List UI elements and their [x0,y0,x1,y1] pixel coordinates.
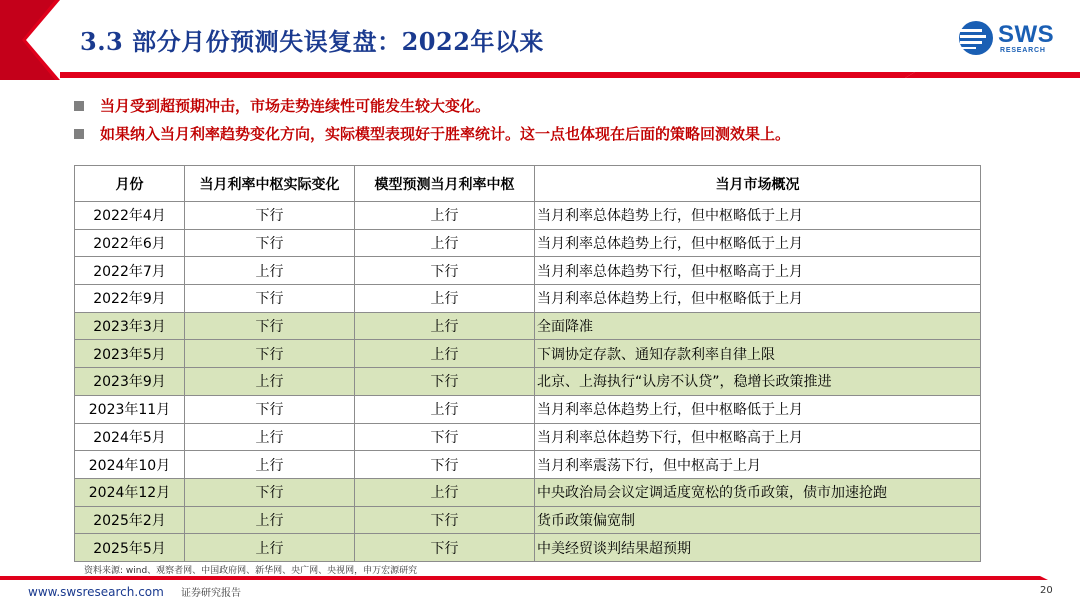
header-actual-change: 当月利率中枢实际变化 [185,166,355,202]
square-bullet-icon [74,129,84,139]
cell-market-overview: 当月利率震荡下行，但中枢高于上月 [535,451,981,479]
cell-market-overview: 下调协定存款、通知存款利率自律上限 [535,340,981,368]
header-market-overview: 当月市场概况 [535,166,981,202]
square-bullet-icon [74,101,84,111]
cell-month: 2022年9月 [75,285,185,313]
table-row [75,423,981,451]
cell-model-prediction: 下行 [355,506,535,534]
table-row [75,451,981,479]
forecast-error-table [74,165,980,562]
table-row [75,506,981,534]
cell-month: 2024年12月 [75,478,185,506]
cell-month: 2022年7月 [75,257,185,285]
table-body [75,202,981,562]
table-row [75,478,981,506]
table-row [75,312,981,340]
cell-market-overview: 中美经贸谈判结果超预期 [535,534,981,562]
table-row [75,395,981,423]
cell-model-prediction: 下行 [355,368,535,396]
bullet-item [74,92,1034,120]
cell-month: 2023年5月 [75,340,185,368]
table-row [75,534,981,562]
table-row [75,285,981,313]
cell-market-overview: 北京、上海执行“认房不认贷”，稳增长政策推进 [535,368,981,396]
cell-market-overview: 当月利率总体趋势上行，但中枢略低于上月 [535,395,981,423]
cell-market-overview: 全面降准 [535,312,981,340]
cell-actual-change: 下行 [185,395,355,423]
cell-month: 2024年10月 [75,451,185,479]
table-row [75,340,981,368]
table-header-row [75,166,981,202]
cell-model-prediction: 上行 [355,312,535,340]
footer-website-link[interactable]: www.swsresearch.com [28,585,164,599]
cell-month: 2022年6月 [75,229,185,257]
logo-subtext: RESEARCH [1000,47,1046,54]
cell-month: 2024年5月 [75,423,185,451]
cell-actual-change: 上行 [185,368,355,396]
cell-actual-change: 下行 [185,229,355,257]
cell-actual-change: 上行 [185,257,355,285]
cell-actual-change: 上行 [185,423,355,451]
cell-month: 2023年11月 [75,395,185,423]
cell-model-prediction: 上行 [355,395,535,423]
table-row [75,368,981,396]
cell-actual-change: 下行 [185,312,355,340]
table-row [75,257,981,285]
sws-logo-icon [958,20,994,56]
sws-logo [958,20,1058,60]
footer-report-label: 证券研究报告 [181,588,241,599]
slide-header [0,0,1080,80]
page-number: 20 [1040,585,1053,596]
logo-text: SWS [998,21,1055,48]
cell-model-prediction: 下行 [355,423,535,451]
cell-month: 2022年4月 [75,202,185,230]
cell-market-overview: 中央政治局会议定调适度宽松的货币政策，债市加速抢跑 [535,478,981,506]
bullet-item [74,120,1034,148]
cell-model-prediction: 上行 [355,229,535,257]
bullet-text: 如果纳入当月利率趋势变化方向，实际模型表现好于胜率统计。这一点也体现在后面的策略回测效果上。 [100,125,791,143]
cell-model-prediction: 下行 [355,257,535,285]
page-title: 3.3 部分月份预测失误复盘：2022年以来 [80,27,544,56]
cell-month: 2025年2月 [75,506,185,534]
cell-market-overview: 当月利率总体趋势上行，但中枢略低于上月 [535,229,981,257]
header-month: 月份 [75,166,185,202]
cell-market-overview: 当月利率总体趋势上行，但中枢略低于上月 [535,202,981,230]
cell-market-overview: 当月利率总体趋势下行，但中枢略高于上月 [535,423,981,451]
cell-actual-change: 下行 [185,285,355,313]
cell-market-overview: 当月利率总体趋势上行，但中枢略低于上月 [535,285,981,313]
cell-market-overview: 货币政策偏宽制 [535,506,981,534]
cell-actual-change: 上行 [185,534,355,562]
cell-month: 2023年3月 [75,312,185,340]
cell-month: 2023年9月 [75,368,185,396]
cell-actual-change: 下行 [185,202,355,230]
cell-model-prediction: 下行 [355,534,535,562]
cell-model-prediction: 上行 [355,285,535,313]
cell-month: 2025年5月 [75,534,185,562]
source-note: 资料来源: wind、观察者网、中国政府网、新华网、央广网、央视网，申万宏源研究 [84,566,418,576]
header-model-prediction: 模型预测当月利率中枢 [355,166,535,202]
cell-actual-change: 下行 [185,478,355,506]
cell-model-prediction: 下行 [355,451,535,479]
table-row [75,229,981,257]
cell-actual-change: 上行 [185,451,355,479]
cell-model-prediction: 上行 [355,478,535,506]
cell-actual-change: 下行 [185,340,355,368]
cell-model-prediction: 上行 [355,340,535,368]
cell-actual-change: 上行 [185,506,355,534]
bullet-list [74,92,1034,148]
bullet-text: 当月受到超预期冲击，市场走势连续性可能发生较大变化。 [100,97,491,115]
slide-footer [0,576,1080,608]
data-table [74,165,981,562]
table-row [75,202,981,230]
cell-market-overview: 当月利率总体趋势下行，但中枢略高于上月 [535,257,981,285]
cell-model-prediction: 上行 [355,202,535,230]
